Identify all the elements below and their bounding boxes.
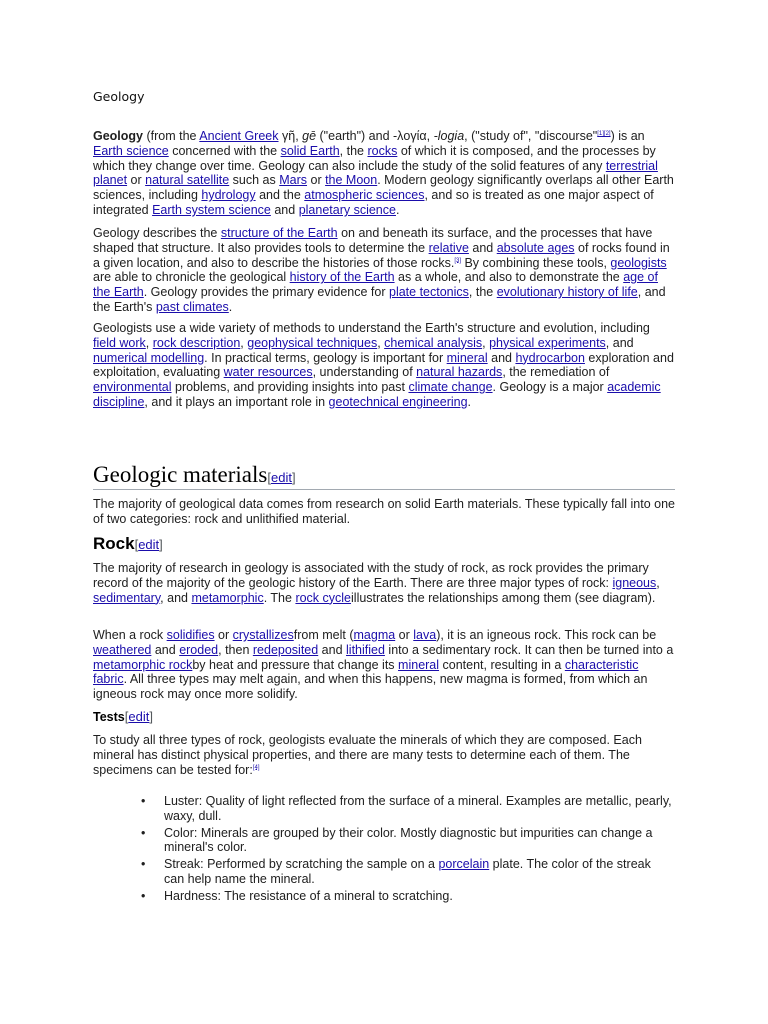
- rock-paragraph-1: The majority of research in geology is associated with the study of rock, as rock provides the primary record of the majority of the geologic history of the Earth. There are three major types of rock: igneous, sedimentary, and metamorphic. The rock cycleillustrates the relationships among them (see diagram).: [93, 561, 660, 605]
- link-geotechnical-engineering[interactable]: geotechnical engineering: [328, 394, 468, 409]
- section-heading-rock: Rock[edit]: [93, 534, 163, 553]
- materials-paragraph: The majority of geological data comes from research on solid Earth materials. These typically fall into one of two categories: rock and unlithified material.: [93, 497, 675, 526]
- link-characteristic-fabric[interactable]: characteristic fabric: [93, 657, 639, 687]
- link-terrestrial-planet[interactable]: terrestrial planet: [93, 158, 658, 188]
- edit-section-link: [edit]: [124, 709, 153, 724]
- edit-link[interactable]: edit: [128, 709, 150, 724]
- link-environmental[interactable]: environmental: [93, 380, 172, 395]
- link-crystallizes[interactable]: crystallizes: [232, 628, 294, 642]
- citation-ref[interactable]: [1][2]: [597, 130, 611, 137]
- link-relative[interactable]: relative: [428, 240, 469, 255]
- intro-paragraph-3: Geologists use a wide variety of methods to understand the Earth's structure and evolution, including field work, rock description, geophysical techniques, chemical analysis, physical experiments, and numerical modelling. In practical terms, geology is important for mineral and hydrocarbon exploration and exploitation, evaluating water resources, understanding of natural hazards, the remediation of environmental problems, and providing insights into past climate change. Geology is a major academic discipline, and it plays an important role in geotechnical engineering.: [93, 321, 674, 409]
- citation-ref[interactable]: [4]: [252, 764, 260, 771]
- link-mineral[interactable]: mineral: [446, 350, 488, 365]
- list-item: • Color: Minerals are grouped by their color. Mostly diagnostic but impurities can change a mineral's color.: [141, 825, 653, 855]
- link-absolute-ages[interactable]: absolute ages: [496, 240, 575, 255]
- list-item: • Luster: Quality of light reflected from the surface of a mineral. Examples are metallic, pearly, waxy, dull.: [141, 794, 672, 823]
- link-igneous[interactable]: igneous: [612, 575, 657, 590]
- citation-ref[interactable]: [3]: [454, 257, 461, 264]
- link-lava[interactable]: lava: [413, 628, 437, 642]
- section-heading-geologic-materials: Geologic materials[edit]: [93, 462, 675, 490]
- link-rocks[interactable]: rocks: [367, 143, 398, 158]
- link-geophysical-techniques[interactable]: geophysical techniques: [247, 335, 378, 350]
- section-heading-tests: Tests[edit]: [93, 709, 153, 724]
- link-magma[interactable]: magma: [353, 628, 396, 642]
- link-physical-experiments[interactable]: physical experiments: [489, 335, 606, 350]
- link-atmospheric-sciences[interactable]: atmospheric sciences: [304, 188, 425, 203]
- link-mineral-2[interactable]: mineral: [398, 657, 440, 672]
- link-the-moon[interactable]: the Moon: [325, 173, 378, 188]
- edit-link[interactable]: edit: [270, 470, 292, 485]
- link-ancient-greek[interactable]: Ancient Greek: [199, 129, 279, 143]
- link-mars[interactable]: Mars: [279, 173, 308, 188]
- link-metamorphic-rock[interactable]: metamorphic rock: [93, 657, 193, 672]
- link-age-of-earth[interactable]: age of the Earth: [93, 270, 658, 300]
- link-solid-earth[interactable]: solid Earth: [280, 143, 340, 158]
- lead-term: Geology: [93, 129, 144, 143]
- intro-paragraph-1: Geology (from the Ancient Greek γῆ, gē ("earth") and -λoγία, -logia, ("study of", "discourse"[1][2]) is an Earth science concerned with the solid Earth, the rocks of which it is composed, and the processes by which they change over time. Geology can also include the study of the solid features of any terrestrial planet or natural satellite such as Mars or the Moon. Modern geology significantly overlaps all other Earth sciences, including hydrology and the atmospheric sciences, and so is treated as one major aspect of integrated Earth system science and planetary science.: [93, 129, 674, 217]
- link-plate-tectonics[interactable]: plate tectonics: [389, 285, 469, 300]
- bullet-icon: •: [141, 888, 146, 903]
- link-lithified[interactable]: lithified: [346, 642, 385, 657]
- link-planetary-science[interactable]: planetary science: [298, 202, 396, 217]
- link-sedimentary[interactable]: sedimentary: [93, 590, 161, 605]
- link-chemical-analysis[interactable]: chemical analysis: [384, 335, 483, 350]
- link-numerical-modelling[interactable]: numerical modelling: [93, 350, 205, 365]
- list-item: • Streak: Performed by scratching the sample on a porcelain plate. The color of the streak can help name the mineral.: [141, 857, 651, 886]
- link-eroded[interactable]: eroded: [179, 642, 219, 657]
- link-natural-satellite[interactable]: natural satellite: [145, 173, 230, 188]
- bullet-icon: •: [141, 794, 146, 808]
- list-item: • Hardness: The resistance of a mineral to scratching.: [141, 888, 453, 903]
- rock-paragraph-2: When a rock solidifies or crystallizesfrom melt (magma or lava), it is an igneous rock. This rock can be weathered and eroded, then redeposited and lithified into a sedimentary rock. It can then be turned into a metamorphic rockby heat and pressure that change its mineral content, resulting in a characteristic fabric. All three types may melt again, and when this happens, new magma is formed, from which an igneous rock may once more solidify.: [93, 628, 674, 702]
- link-field-work[interactable]: field work: [93, 335, 146, 350]
- tests-paragraph: To study all three types of rock, geologists evaluate the minerals of which they are composed. Each mineral has distinct physical properties, and there are many tests to determine each of them. The specimens can be tested for:[4]: [93, 733, 642, 777]
- edit-link[interactable]: edit: [138, 537, 160, 552]
- link-metamorphic[interactable]: metamorphic: [191, 590, 264, 605]
- link-redeposited[interactable]: redeposited: [252, 642, 319, 657]
- link-natural-hazards[interactable]: natural hazards: [416, 365, 503, 380]
- link-geologists[interactable]: geologists: [610, 255, 667, 270]
- intro-paragraph-2: Geology describes the structure of the Earth on and beneath its surface, and the processes that have shaped that structure. It also provides tools to determine the relative and absolute ages of rocks found in a given location, and also to describe the histories of those rocks.[3] By combining these tools, geologists are able to chronicle the geological history of the Earth as a whole, and also to demonstrate the age of the Earth. Geology provides the primary evidence for plate tectonics, the evolutionary history of life, and the Earth's past climates.: [93, 226, 670, 314]
- link-porcelain[interactable]: porcelain: [438, 857, 490, 872]
- link-weathered[interactable]: weathered: [93, 642, 152, 657]
- link-rock-description[interactable]: rock description: [152, 335, 241, 350]
- link-climate-change[interactable]: climate change: [408, 380, 493, 395]
- edit-section-link: [edit]: [134, 537, 163, 552]
- link-evolutionary-history[interactable]: evolutionary history of life: [496, 285, 638, 300]
- edit-section-link: [edit]: [267, 470, 296, 485]
- link-water-resources[interactable]: water resources: [223, 365, 313, 380]
- bullet-icon: •: [141, 825, 146, 840]
- link-solidifies[interactable]: solidifies: [166, 628, 215, 642]
- link-hydrology[interactable]: hydrology: [201, 188, 256, 203]
- link-history-of-earth[interactable]: history of the Earth: [289, 270, 395, 285]
- link-structure-of-earth[interactable]: structure of the Earth: [220, 226, 338, 240]
- link-hydrocarbon[interactable]: hydrocarbon: [515, 350, 585, 365]
- document-title: Geology: [93, 89, 145, 104]
- link-past-climates[interactable]: past climates: [155, 299, 229, 314]
- bullet-icon: •: [141, 857, 146, 872]
- tests-list: [93, 794, 675, 906]
- link-earth-science[interactable]: Earth science: [93, 143, 169, 158]
- link-earth-system-science[interactable]: Earth system science: [152, 202, 271, 217]
- link-academic-discipline[interactable]: academic discipline: [93, 380, 661, 409]
- link-rock-cycle[interactable]: rock cycle: [295, 590, 352, 605]
